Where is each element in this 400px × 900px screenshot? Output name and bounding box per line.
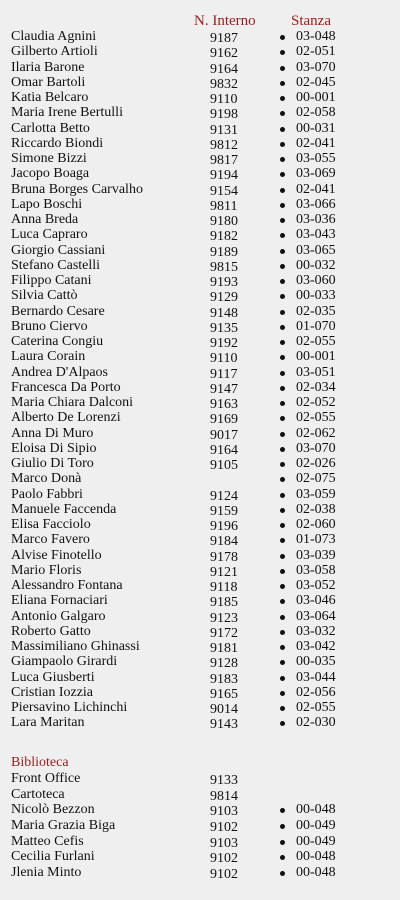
person-name: Elisa Facciolo xyxy=(11,517,91,532)
bullet-dot-icon xyxy=(280,630,285,635)
extension-number: 9110 xyxy=(210,351,238,367)
room-number: 03-051 xyxy=(296,364,336,380)
person-name: Andrea D'Alpaos xyxy=(11,364,108,380)
room-number: 00-032 xyxy=(296,257,336,273)
biblioteca-heading xyxy=(0,755,400,771)
extension-number: 9117 xyxy=(210,366,238,382)
extension-number: 9128 xyxy=(210,656,238,672)
room-number: 02-055 xyxy=(296,334,336,349)
bullet-dot-icon xyxy=(280,477,285,482)
directory-row xyxy=(0,624,400,639)
person-name: Manuele Faccenda xyxy=(11,501,117,517)
bullet-dot-icon xyxy=(280,871,285,876)
person-name: Ilaria Barone xyxy=(11,59,85,75)
person-name: Maria Grazia Biga xyxy=(11,818,116,834)
person-name: Cecilia Furlani xyxy=(11,849,95,865)
directory-row xyxy=(0,818,400,834)
room-number: 03-048 xyxy=(296,29,336,44)
extension-number: 9185 xyxy=(210,595,238,611)
directory-row xyxy=(0,654,400,672)
bullet-dot-icon xyxy=(280,447,285,452)
room-number: 00-033 xyxy=(296,288,336,304)
person-name: Simone Bizzi xyxy=(11,151,87,166)
directory-row xyxy=(0,471,400,486)
bullet-dot-icon xyxy=(280,584,285,589)
directory-row xyxy=(0,578,400,593)
room-number: 02-026 xyxy=(296,456,336,471)
person-name: Silvia Cattò xyxy=(11,288,78,304)
extension-number: 9172 xyxy=(210,625,238,641)
bullet-dot-icon xyxy=(280,660,285,665)
extension-number: 9169 xyxy=(210,412,238,428)
person-name: Mario Floris xyxy=(11,562,82,578)
bullet-dot-icon xyxy=(280,840,285,845)
room-number: 02-030 xyxy=(296,715,336,731)
person-name: Lara Maritan xyxy=(11,715,85,731)
room-number: 01-070 xyxy=(296,318,336,334)
extension-number: 9811 xyxy=(210,198,238,214)
directory-row xyxy=(0,182,400,197)
person-name: Omar Bartoli xyxy=(11,74,86,90)
directory-row xyxy=(0,121,400,136)
bullet-dot-icon xyxy=(280,599,285,604)
directory-row xyxy=(0,380,400,395)
person-name: Giulio Di Toro xyxy=(11,456,94,471)
directory-row xyxy=(0,75,400,90)
header-stanza: Stanza xyxy=(291,13,331,29)
bullet-dot-icon xyxy=(280,172,285,177)
person-name: Katia Belcaro xyxy=(11,90,89,105)
directory-row xyxy=(0,44,400,62)
bullet-dot-icon xyxy=(280,538,285,543)
header-interno: N. Interno xyxy=(194,13,256,29)
room-number: 03-060 xyxy=(296,273,336,288)
room-number: 00-048 xyxy=(296,849,336,865)
bullet-dot-icon xyxy=(280,462,285,467)
person-name: Alvise Finotello xyxy=(11,547,102,563)
bullet-dot-icon xyxy=(280,706,285,711)
directory-row xyxy=(0,60,400,75)
person-name: Filippo Catani xyxy=(11,273,92,288)
directory-row xyxy=(0,105,400,123)
extension-number: 9815 xyxy=(210,259,238,275)
person-name: Giorgio Cassiani xyxy=(11,242,106,258)
extension-number: 9194 xyxy=(210,168,238,184)
bullet-dot-icon xyxy=(280,111,285,116)
directory-row xyxy=(0,502,400,517)
person-name: Lapo Boschi xyxy=(11,196,83,212)
room-number: 02-052 xyxy=(296,395,336,410)
directory-row xyxy=(0,410,400,428)
bullet-dot-icon xyxy=(280,96,285,101)
person-name: Bruno Ciervo xyxy=(11,318,88,334)
room-number: 02-056 xyxy=(296,684,336,700)
room-number: 03-064 xyxy=(296,608,336,624)
extension-number: 9163 xyxy=(210,397,238,412)
room-number: 00-035 xyxy=(296,654,336,670)
room-number: 02-062 xyxy=(296,425,336,441)
extension-number: 9121 xyxy=(210,564,238,580)
bullet-dot-icon xyxy=(280,615,285,620)
directory-row xyxy=(0,334,400,349)
room-number: 02-055 xyxy=(296,700,336,715)
extension-number: 9181 xyxy=(210,641,238,656)
person-name: Marco Favero xyxy=(11,532,90,548)
directory-row xyxy=(0,670,400,685)
room-number: 03-058 xyxy=(296,562,336,578)
directory-row xyxy=(0,151,400,166)
room-number: 03-052 xyxy=(296,578,336,593)
bullet-dot-icon xyxy=(280,493,285,498)
extension-number: 9178 xyxy=(210,549,238,565)
extension-number: 9814 xyxy=(210,788,238,804)
directory-row xyxy=(0,273,400,288)
extension-number: 9812 xyxy=(210,137,238,153)
bullet-dot-icon xyxy=(280,523,285,528)
extension-number: 9165 xyxy=(210,686,238,702)
room-number: 02-075 xyxy=(296,471,336,487)
extension-number: 9183 xyxy=(210,671,238,687)
extension-number: 9103 xyxy=(210,835,238,851)
directory-row xyxy=(0,593,400,611)
room-number: 02-035 xyxy=(296,303,336,319)
person-name: Jacopo Boaga xyxy=(11,166,90,182)
extension-number: 9110 xyxy=(210,92,238,107)
bullet-dot-icon xyxy=(280,249,285,254)
extension-number: 9105 xyxy=(210,458,238,473)
bullet-dot-icon xyxy=(280,340,285,345)
person-name: Gilberto Artioli xyxy=(11,44,98,60)
person-name: Carlotta Betto xyxy=(11,120,90,136)
person-name: Giampaolo Girardi xyxy=(11,654,118,670)
bullet-dot-icon xyxy=(280,142,285,147)
room-number: 00-049 xyxy=(296,818,336,834)
directory-row xyxy=(0,288,400,306)
directory-row xyxy=(0,136,400,151)
room-number: 02-058 xyxy=(296,105,336,121)
extension-number: 9154 xyxy=(210,183,238,199)
extension-number: 9162 xyxy=(210,46,238,62)
extension-number: 9017 xyxy=(210,427,238,443)
extension-number: 9014 xyxy=(210,702,238,717)
bullet-dot-icon xyxy=(280,294,285,299)
directory-row xyxy=(0,609,400,624)
directory-row xyxy=(0,349,400,367)
directory-row xyxy=(0,426,400,441)
room-number: 02-041 xyxy=(296,135,336,151)
person-name: Luca Capraro xyxy=(11,227,88,243)
directory-row xyxy=(0,29,400,44)
person-name: Anna Di Muro xyxy=(11,425,94,441)
extension-number: 9118 xyxy=(210,580,238,595)
person-name: Massimiliano Ghinassi xyxy=(11,639,140,654)
bullet-dot-icon xyxy=(280,81,285,86)
person-name: Eliana Fornaciari xyxy=(11,593,108,609)
room-number: 03-046 xyxy=(296,593,336,609)
directory-row xyxy=(0,802,400,818)
extension-number: 9192 xyxy=(210,336,238,351)
bullet-dot-icon xyxy=(280,188,285,193)
bullet-dot-icon xyxy=(280,264,285,269)
room-number: 02-041 xyxy=(296,181,336,197)
bullet-dot-icon xyxy=(280,218,285,223)
extension-number: 9102 xyxy=(210,820,238,836)
bullet-dot-icon xyxy=(280,355,285,360)
bullet-dot-icon xyxy=(280,310,285,315)
extension-number: 9189 xyxy=(210,244,238,260)
room-number: 00-001 xyxy=(296,349,336,365)
directory-row xyxy=(0,365,400,380)
bullet-dot-icon xyxy=(280,569,285,574)
person-name: Luca Giusberti xyxy=(11,669,95,685)
extension-number: 9164 xyxy=(210,442,238,458)
room-number: 03-042 xyxy=(296,639,336,654)
directory-row xyxy=(0,212,400,227)
bullet-dot-icon xyxy=(280,203,285,208)
person-name: Antonio Galgaro xyxy=(11,608,106,624)
staff-list xyxy=(0,29,400,731)
directory-row xyxy=(0,700,400,715)
room-number: 03-069 xyxy=(296,166,336,182)
biblioteca-section xyxy=(0,755,400,881)
bullet-dot-icon xyxy=(280,386,285,391)
directory-row xyxy=(0,227,400,245)
extension-number: 9817 xyxy=(210,153,238,168)
person-name: Stefano Castelli xyxy=(11,257,101,273)
room-number: 00-031 xyxy=(296,120,336,136)
room-number: 03-043 xyxy=(296,227,336,243)
extension-number: 9164 xyxy=(210,61,238,77)
room-number: 02-055 xyxy=(296,410,336,426)
extension-number: 9129 xyxy=(210,290,238,306)
person-name: Nicolò Bezzon xyxy=(11,802,95,818)
directory-row xyxy=(0,849,400,865)
person-name: Caterina Congiu xyxy=(11,334,104,349)
directory-row xyxy=(0,166,400,184)
extension-number: 9124 xyxy=(210,488,238,504)
room-number: 01-073 xyxy=(296,532,336,548)
person-name: Cartoteca xyxy=(11,786,65,802)
room-number: 02-038 xyxy=(296,501,336,517)
bullet-dot-icon xyxy=(280,432,285,437)
bullet-dot-icon xyxy=(280,35,285,40)
directory-row xyxy=(0,304,400,319)
bullet-dot-icon xyxy=(280,401,285,406)
extension-number: 9147 xyxy=(210,381,238,397)
bullet-dot-icon xyxy=(280,554,285,559)
extension-number: 9143 xyxy=(210,717,238,733)
person-name: Anna Breda xyxy=(11,212,79,227)
directory-row xyxy=(0,771,400,787)
directory-row xyxy=(0,563,400,578)
person-name: Laura Corain xyxy=(11,349,86,365)
person-name: Matteo Cefis xyxy=(11,833,84,849)
directory-row xyxy=(0,441,400,456)
extension-number: 9131 xyxy=(210,122,238,138)
directory-row xyxy=(0,243,400,258)
room-number: 03-044 xyxy=(296,669,336,685)
extension-number: 9196 xyxy=(210,519,238,534)
room-number: 03-070 xyxy=(296,59,336,75)
directory-row xyxy=(0,715,400,733)
bullet-dot-icon xyxy=(280,416,285,421)
bullet-dot-icon xyxy=(280,508,285,513)
bullet-dot-icon xyxy=(280,371,285,376)
bullet-dot-icon xyxy=(280,325,285,330)
extension-number: 9184 xyxy=(210,534,238,550)
biblioteca-list xyxy=(0,771,400,881)
room-number: 03-032 xyxy=(296,623,336,639)
room-number: 00-048 xyxy=(296,865,336,881)
directory-row xyxy=(0,90,400,105)
person-name: Front Office xyxy=(11,771,81,786)
person-name: Eloisa Di Sipio xyxy=(11,440,97,456)
bullet-dot-icon xyxy=(280,66,285,71)
room-number: 03-066 xyxy=(296,196,336,212)
directory-row xyxy=(0,639,400,654)
person-name: Bernardo Cesare xyxy=(11,303,105,319)
bullet-dot-icon xyxy=(280,824,285,829)
extension-number: 9832 xyxy=(210,76,238,92)
extension-number: 9193 xyxy=(210,275,238,290)
bullet-dot-icon xyxy=(280,645,285,650)
person-name: Riccardo Biondi xyxy=(11,135,104,151)
biblioteca-title: Biblioteca xyxy=(11,755,69,770)
extension-number: 9133 xyxy=(210,773,238,788)
directory-row xyxy=(0,487,400,502)
person-name: Claudia Agnini xyxy=(11,29,97,44)
room-number: 03-036 xyxy=(296,212,336,227)
extension-number: 9187 xyxy=(210,31,238,46)
extension-number: 9148 xyxy=(210,305,238,321)
bullet-dot-icon xyxy=(280,127,285,132)
directory-row xyxy=(0,395,400,410)
directory-row xyxy=(0,532,400,550)
room-number: 00-049 xyxy=(296,833,336,849)
person-name: Francesca Da Porto xyxy=(11,379,121,395)
bullet-dot-icon xyxy=(280,855,285,860)
extension-number: 9182 xyxy=(210,229,238,245)
room-number: 02-034 xyxy=(296,379,336,395)
room-number: 03-065 xyxy=(296,242,336,258)
extension-number: 9102 xyxy=(210,851,238,867)
bullet-dot-icon xyxy=(280,50,285,55)
room-number: 02-060 xyxy=(296,517,336,532)
extension-number: 9198 xyxy=(210,107,238,123)
person-name: Maria Chiara Dalconi xyxy=(11,395,134,410)
room-number: 00-048 xyxy=(296,802,336,818)
directory-row xyxy=(0,517,400,532)
person-name: Bruna Borges Carvalho xyxy=(11,181,143,197)
directory-row xyxy=(0,197,400,212)
extension-number: 9159 xyxy=(210,503,238,519)
extension-number: 9180 xyxy=(210,214,238,229)
bullet-dot-icon xyxy=(280,808,285,813)
bullet-dot-icon xyxy=(280,233,285,238)
extension-number: 9135 xyxy=(210,320,238,336)
bullet-dot-icon xyxy=(280,691,285,696)
person-name: Marco Donà xyxy=(11,471,82,487)
directory-row xyxy=(0,319,400,334)
person-name: Cristian Iozzia xyxy=(11,684,94,700)
bullet-dot-icon xyxy=(280,676,285,681)
extension-number: 9123 xyxy=(210,610,238,626)
person-name: Maria Irene Bertulli xyxy=(11,105,123,121)
person-name: Paolo Fabbri xyxy=(11,486,83,502)
room-number: 03-039 xyxy=(296,547,336,563)
directory-row xyxy=(0,787,400,803)
person-name: Roberto Gatto xyxy=(11,623,91,639)
person-name: Jlenia Minto xyxy=(11,865,82,881)
room-number: 00-001 xyxy=(296,90,336,105)
directory-row xyxy=(0,258,400,273)
directory-row xyxy=(0,834,400,850)
directory-row xyxy=(0,865,400,881)
bullet-dot-icon xyxy=(280,157,285,162)
directory-row xyxy=(0,456,400,471)
room-number: 03-070 xyxy=(296,440,336,456)
extension-number: 9102 xyxy=(210,867,238,883)
directory-row xyxy=(0,685,400,700)
extension-number: 9103 xyxy=(210,804,238,820)
room-number: 02-051 xyxy=(296,44,336,60)
bullet-dot-icon xyxy=(280,279,285,284)
person-name: Piersavino Lichinchi xyxy=(11,700,128,715)
bullet-dot-icon xyxy=(280,721,285,726)
person-name: Alessandro Fontana xyxy=(11,578,123,593)
room-number: 02-045 xyxy=(296,74,336,90)
directory-row xyxy=(0,548,400,563)
person-name: Alberto De Lorenzi xyxy=(11,410,121,426)
room-number: 03-055 xyxy=(296,151,336,166)
room-number: 03-059 xyxy=(296,486,336,502)
